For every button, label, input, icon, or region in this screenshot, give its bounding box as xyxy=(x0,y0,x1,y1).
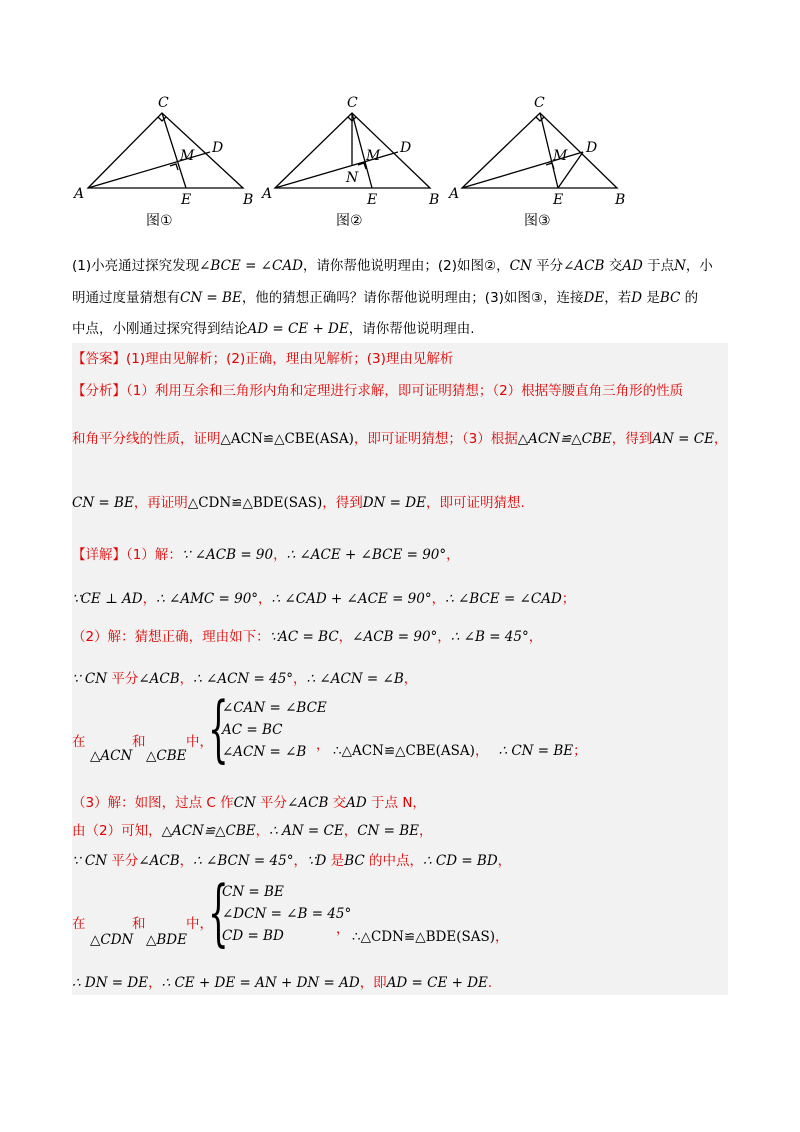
triangle-bde-label: △BDE xyxy=(146,932,187,948)
detail-line-1: 【详解】（1）解：∵ ∠ACB = 90，∴ ∠ACE + ∠BCE = 90°， xyxy=(72,547,460,563)
detail-line-5-conclusion: ∴△ACN≌△CBE(ASA)， ∴ CN = BE； xyxy=(333,743,587,759)
label-d: D xyxy=(212,140,224,156)
label-b: B xyxy=(615,192,626,208)
equation-system-2: CN = BE ∠DCN = ∠B = 45° CD = BD xyxy=(222,884,352,944)
right-angle-mark-c3 xyxy=(536,117,544,121)
right-angle-mark-m1 xyxy=(170,164,178,170)
detail-line-3: （2）解：猜想正确，理由如下：∵AC = BC，∠ACB = 90°，∴ ∠B = 45°， xyxy=(72,629,543,645)
label-m: M xyxy=(180,148,195,164)
detail-line-9-in: 中， xyxy=(186,916,213,932)
label-b: B xyxy=(243,192,254,208)
detail-line-9-conclusion: ∴△CDN≌△BDE(SAS)， xyxy=(352,929,509,945)
label-a: A xyxy=(449,186,460,202)
label-c: C xyxy=(347,95,358,111)
caption-figure-3: 图③ xyxy=(524,213,551,229)
answer-line: 【答案】(1)理由见解析；(2)正确，理由见解析；(3)理由见解析 xyxy=(72,351,454,367)
detail-line-9-comma: ， xyxy=(336,921,350,937)
label-e: E xyxy=(553,192,564,208)
figures-area xyxy=(0,0,800,240)
question-line-3: 中点，小刚通过探究得到结论AD = CE + DE，请你帮他说明理由. xyxy=(72,321,475,337)
detail-line-9: 在 xyxy=(72,916,86,932)
analysis-line-3: CN = BE，再证明△CDN≌△BDE(SAS)，得到DN = DE，即可证明猜想. xyxy=(72,495,525,511)
label-n: N xyxy=(346,170,359,186)
system-brace-1: { xyxy=(208,686,229,770)
label-m: M xyxy=(553,148,568,164)
caption-figure-2: 图② xyxy=(336,213,363,229)
detail-line-6: （3）解：如图，过点 C 作CN 平分∠ACB 交AD 于点 N， xyxy=(72,795,426,811)
detail-line-7: 由（2）可知，△ACN≌△CBE，∴ AN = CE，CN = BE， xyxy=(72,823,433,839)
label-c: C xyxy=(158,95,169,111)
geometry-figures xyxy=(0,0,800,240)
triangle-acn-label: △ACN xyxy=(90,748,133,764)
question-line-2: 明通过度量猜想有CN = BE，他的猜想正确吗？请你帮他说明理由；(3)如图③，连接DE，若D 是BC 的 xyxy=(72,290,699,306)
label-b: B xyxy=(429,192,440,208)
detail-line-5-in: 中， xyxy=(186,734,213,750)
label-m: M xyxy=(366,148,381,164)
system-brace-2: { xyxy=(208,870,229,954)
label-e: E xyxy=(181,192,192,208)
detail-line-10: ∴ DN = DE，∴ CE + DE = AN + DN = AD，即AD = CE + DE. xyxy=(72,975,493,991)
label-c: C xyxy=(534,95,545,111)
equation-system-1: ∠CAN = ∠BCE AC = BC ∠ACN = ∠B xyxy=(222,700,327,760)
question-line-1: (1)小亮通过探究发现∠BCE = ∠CAD，请你帮他说明理由；(2)如图②，CN 平分∠ACB 交AD 于点N，小 xyxy=(72,258,713,274)
label-e: E xyxy=(367,192,378,208)
analysis-line-2: 和角平分线的性质，证明△ACN≌△CBE(ASA)，即可证明猜想；（3）根据△ACN≌△CBE，得到AN = CE， xyxy=(72,431,728,447)
detail-line-5: 在 xyxy=(72,734,86,750)
detail-line-8: ∵ CN 平分∠ACB，∴ ∠BCN = 45°，∵D 是BC 的中点，∴ CD = BD， xyxy=(72,853,512,869)
detail-line-9-and: 和 xyxy=(132,916,146,932)
label-d: D xyxy=(400,140,412,156)
label-a: A xyxy=(262,186,273,202)
label-a: A xyxy=(74,186,85,202)
triangle-cbe-label: △CBE xyxy=(146,748,187,764)
detail-line-5-and: 和 xyxy=(132,734,146,750)
detail-line-5-comma: ， xyxy=(316,737,330,753)
caption-figure-1: 图① xyxy=(146,213,173,229)
detail-line-4: ∵ CN 平分∠ACB，∴ ∠ACN = 45°，∴ ∠ACN = ∠B， xyxy=(72,671,418,687)
detail-line-2: ∵CE ⊥ AD，∴ ∠AMC = 90°，∴ ∠CAD + ∠ACE = 90°，∴ ∠BCE = ∠CAD； xyxy=(72,591,576,607)
triangle-cdn-label: △CDN xyxy=(90,932,134,948)
label-d: D xyxy=(586,140,598,156)
analysis-line-1: 【分析】（1）利用互余和三角形内角和定理进行求解，即可证明猜想；（2）根据等腰直角三角形的性质 xyxy=(72,383,684,399)
